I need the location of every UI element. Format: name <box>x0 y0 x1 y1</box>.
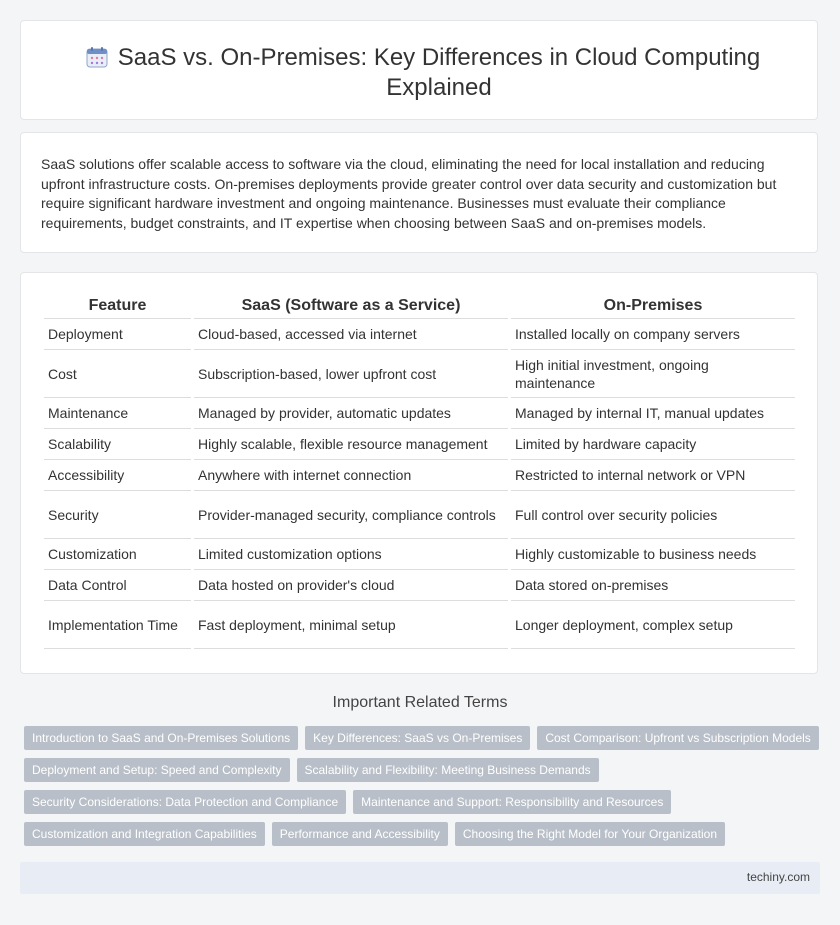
feature-cell: Scalability <box>44 429 191 460</box>
header-feature: Feature <box>44 295 191 319</box>
feature-cell: Accessibility <box>44 460 191 491</box>
page-title: SaaS vs. On-Premises: Key Differences in Cloud Computing Explained <box>117 44 761 101</box>
on-premises-cell: Installed locally on company servers <box>511 319 795 350</box>
saas-cell: Cloud-based, accessed via internet <box>194 319 508 350</box>
on-premises-cell: Longer deployment, complex setup <box>511 601 795 649</box>
intro-text: SaaS solutions offer scalable access to software via the cloud, eliminating the need for local installation and reducing upfront infrastructure costs. On-premises deployments provide greater control over data security and customization but require significant hardware investment and ongoing maintenance. Businesses must evaluate their compliance requirements, budget constraints, and IT expertise when choosing between SaaS and on-premises models. <box>41 156 777 231</box>
related-term-tag[interactable]: Customization and Integration Capabilities <box>24 822 265 846</box>
feature-cell: Security <box>44 491 191 539</box>
related-term-tag[interactable]: Deployment and Setup: Speed and Complexity <box>24 758 290 782</box>
related-term-tag[interactable]: Cost Comparison: Upfront vs Subscription Models <box>537 726 818 750</box>
related-term-tag[interactable]: Introduction to SaaS and On-Premises Solutions <box>24 726 298 750</box>
tag-row <box>24 758 824 782</box>
related-term-tag[interactable]: Maintenance and Support: Responsibility and Resources <box>353 790 671 814</box>
footer-site-link[interactable]: techiny.com <box>746 870 810 884</box>
feature-cell: Customization <box>44 539 191 570</box>
saas-cell: Limited customization options <box>194 539 508 570</box>
feature-cell: Deployment <box>44 319 191 350</box>
saas-cell: Fast deployment, minimal setup <box>194 601 508 649</box>
header-saas: SaaS (Software as a Service) <box>194 295 508 319</box>
footer <box>20 862 820 894</box>
tag-row <box>24 822 824 846</box>
saas-cell: Anywhere with internet connection <box>194 460 508 491</box>
saas-cell: Highly scalable, flexible resource management <box>194 429 508 460</box>
related-term-tag[interactable]: Choosing the Right Model for Your Organization <box>455 822 725 846</box>
header-on-premises: On-Premises <box>511 295 795 319</box>
saas-cell: Provider-managed security, compliance controls <box>194 491 508 539</box>
table-row <box>44 601 795 649</box>
table-row <box>44 539 795 570</box>
table-row <box>44 570 795 601</box>
on-premises-cell: Restricted to internal network or VPN <box>511 460 795 491</box>
on-premises-cell: High initial investment, ongoing maintenance <box>511 350 795 398</box>
related-term-tag[interactable]: Scalability and Flexibility: Meeting Business Demands <box>297 758 599 782</box>
on-premises-cell: Full control over security policies <box>511 491 795 539</box>
on-premises-cell: Highly customizable to business needs <box>511 539 795 570</box>
related-term-tag[interactable]: Performance and Accessibility <box>272 822 448 846</box>
table-row <box>44 398 795 429</box>
header-card <box>20 20 818 120</box>
feature-cell: Cost <box>44 350 191 398</box>
table-header-row <box>44 295 795 319</box>
on-premises-cell: Data stored on-premises <box>511 570 795 601</box>
table-row <box>44 491 795 539</box>
saas-cell: Managed by provider, automatic updates <box>194 398 508 429</box>
comparison-table <box>41 295 798 649</box>
feature-cell: Data Control <box>44 570 191 601</box>
table-row <box>44 460 795 491</box>
tag-row <box>24 726 824 750</box>
feature-cell: Implementation Time <box>44 601 191 649</box>
related-terms-list <box>24 726 824 854</box>
saas-cell: Data hosted on provider's cloud <box>194 570 508 601</box>
on-premises-cell: Limited by hardware capacity <box>511 429 795 460</box>
table-row <box>44 319 795 350</box>
related-term-tag[interactable]: Security Considerations: Data Protection and Compliance <box>24 790 346 814</box>
intro-card <box>20 132 818 253</box>
related-terms-title: Important Related Terms <box>332 694 508 711</box>
on-premises-cell: Managed by internal IT, manual updates <box>511 398 795 429</box>
feature-cell: Maintenance <box>44 398 191 429</box>
saas-cell: Subscription-based, lower upfront cost <box>194 350 508 398</box>
table-row <box>44 429 795 460</box>
related-term-tag[interactable]: Key Differences: SaaS vs On-Premises <box>305 726 530 750</box>
table-row <box>44 350 795 398</box>
tag-row <box>24 790 824 814</box>
comparison-card <box>20 272 818 674</box>
